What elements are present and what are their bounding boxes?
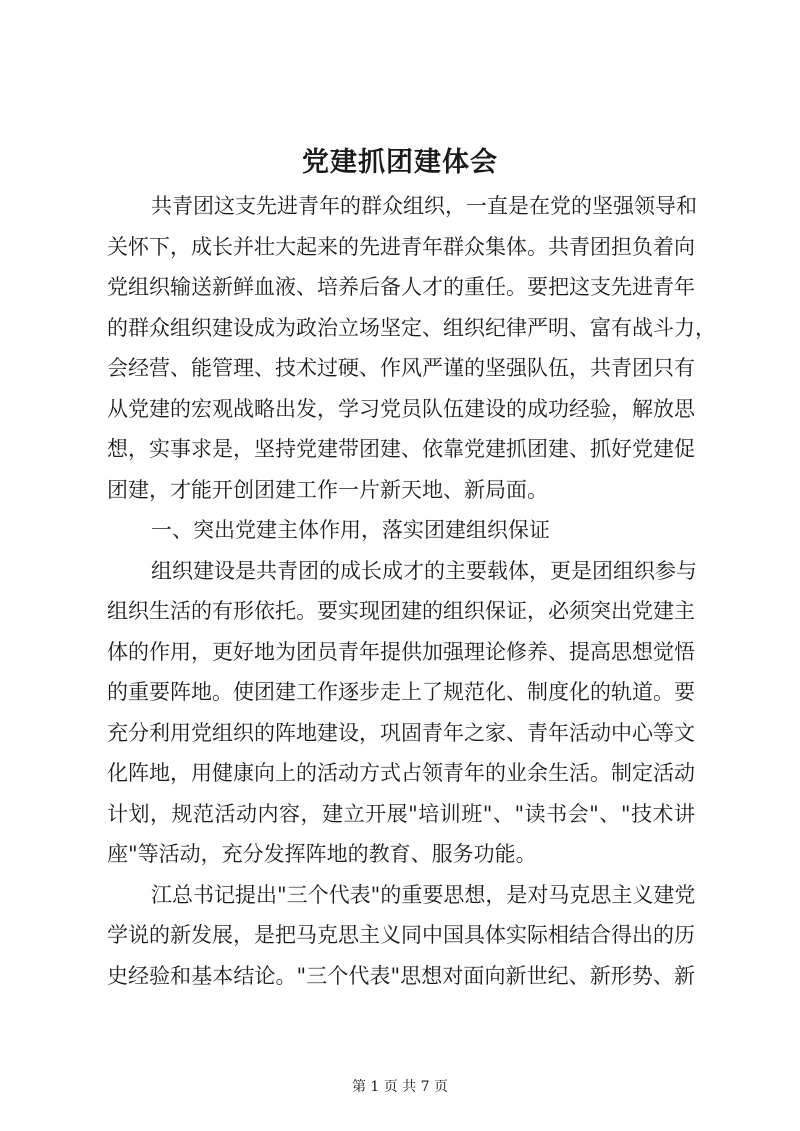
text-line: 一、突出党建主体作用，落实团建组织保证 [151,518,550,542]
text-line: 学说的新发展，是把马克思主义同中国具体实际相结合得出的历 [107,923,695,947]
document-title: 党建抓团建体会 [302,147,498,178]
text-line: 会经营、能管理、技术过硬、作风严谨的坚强队伍，共青团只有 [107,356,695,380]
text-line: 从党建的宏观战略出发，学习党员队伍建设的成功经验，解放思 [107,396,695,421]
text-line: 的群众组织建设成为政治立场坚定、组织纪律严明、富有战斗力， [107,315,716,340]
text-line: 组织建设是共青团的成长成才的主要载体，更是团组织参与 [151,558,697,583]
text-line: 计划，规范活动内容，建立开展"培训班"、"读书会"、"技术讲 [107,801,695,826]
text-line: 党组织输送新鲜血液、培养后备人才的重任。要把这支先进青年 [107,275,695,299]
text-line: 的重要阵地。使团建工作逐步走上了规范化、制度化的轨道。要 [107,680,695,704]
text-line: 充分利用党组织的阵地建设，巩固青年之家、青年活动中心等文 [107,720,695,745]
text-line: 座"等活动，充分发挥阵地的教育、服务功能。 [107,842,537,866]
text-line: 团建，才能开创团建工作一片新天地、新局面。 [107,477,548,502]
text-line: 史经验和基本结论。"三个代表"思想对面向新世纪、新形势、新 [107,963,695,988]
text-line: 组织生活的有形依托。要实现团建的组织保证，必须突出党建主 [107,599,695,623]
document-body [107,186,716,996]
text-line: 共青团这支先进青年的群众组织，一直是在党的坚强领导和 [151,194,697,218]
text-line: 江总书记提出"三个代表"的重要思想，是对马克思主义建党 [151,882,696,907]
text-line: 关怀下，成长并壮大起来的先进青年群众集体。共青团担负着向 [107,234,695,259]
text-line: 体的作用，更好地为团员青年提供加强理论修养、提高思想觉悟 [107,639,695,664]
text-line: 想，实事求是，坚持党建带团建、依靠党建抓团建、抓好党建促 [107,437,695,461]
page-footer: 第 1 页 共 7 页 [351,1079,449,1095]
text-line: 化阵地，用健康向上的活动方式占领青年的业余生活。制定活动 [107,761,695,785]
